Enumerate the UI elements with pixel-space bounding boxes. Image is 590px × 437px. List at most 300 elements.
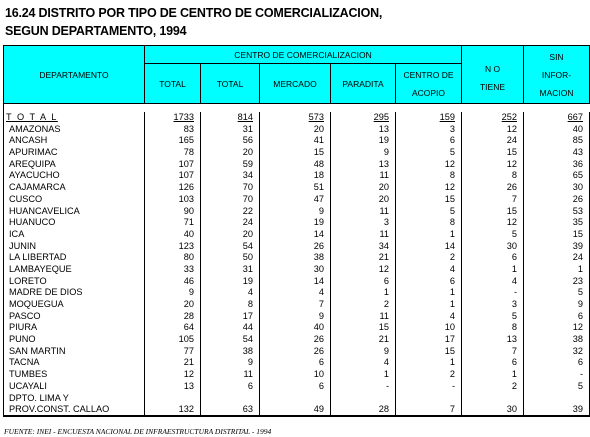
cell-departamento [4, 393, 145, 405]
table-row [4, 393, 590, 405]
cell-sin-informacion-text: 35 [572, 217, 583, 228]
cell-departamento [4, 135, 145, 147]
cell-no-tiene [462, 322, 524, 334]
cell-centro-acopio-text: 15 [444, 345, 455, 356]
cell-centro-acopio-text: 1 [449, 287, 455, 298]
cell-centro-acopio [396, 124, 462, 136]
cell-centro-total [201, 381, 260, 393]
cell-total-text: 28 [183, 310, 194, 321]
cell-mercado-text: 6 [318, 357, 324, 368]
cell-paradita [331, 287, 396, 299]
cell-centro-acopio-text: 1 [449, 299, 455, 309]
cell-paradita-text: - [385, 380, 389, 391]
cell-mercado [260, 135, 331, 147]
cell-no-tiene-text: 1 [511, 263, 517, 274]
cell-total [145, 252, 201, 264]
cell-departamento-text: HUANCAVELICA [9, 205, 80, 216]
cell-centro-total-text: 50 [242, 252, 253, 263]
cell-paradita [331, 264, 396, 276]
cell-departamento-text: AREQUIPA [9, 158, 56, 169]
table-row [4, 147, 590, 159]
header-sin-info-line3: MACION [539, 87, 574, 98]
cell-centro-acopio [396, 334, 462, 346]
cell-no-tiene [462, 217, 524, 229]
cell-sin-informacion [524, 252, 590, 264]
cell-paradita [331, 393, 396, 405]
cell-centro-acopio-text: 2 [449, 252, 455, 263]
cell-paradita-text: 9 [383, 147, 389, 158]
cell-paradita-text: 15 [378, 322, 389, 333]
cell-centro-total-text: 70 [242, 182, 253, 193]
table-row [4, 252, 590, 264]
cell-centro-total [201, 194, 260, 206]
cell-total [145, 287, 201, 299]
cell-total-text: 71 [183, 217, 194, 228]
cell-total-text: 90 [183, 205, 194, 216]
cell-mercado [260, 369, 331, 381]
cell-mercado-text: 9 [318, 205, 324, 216]
cell-paradita [331, 182, 396, 194]
cell-departamento [4, 357, 145, 369]
cell-sin-informacion-text: 30 [572, 182, 583, 193]
cell-no-tiene [462, 112, 524, 124]
cell-total-text: 105 [178, 334, 194, 345]
cell-sin-informacion-text: 6 [577, 357, 583, 368]
cell-sin-informacion-text: - [579, 369, 583, 380]
cell-mercado-text: 14 [313, 228, 324, 239]
cell-mercado [260, 287, 331, 299]
cell-total [145, 299, 201, 311]
cell-mercado [260, 124, 331, 136]
cell-centro-total-text: 4 [247, 287, 253, 298]
cell-mercado [260, 311, 331, 323]
cell-centro-acopio-text: 10 [444, 322, 455, 333]
cell-centro-total [201, 357, 260, 369]
cell-mercado-text: 7 [318, 299, 324, 309]
cell-sin-informacion [524, 170, 590, 182]
cell-total [145, 393, 201, 405]
table-row-total [4, 112, 590, 124]
cell-paradita [331, 346, 396, 358]
header-mercado: MERCADO [260, 64, 331, 103]
cell-paradita [331, 381, 396, 393]
title-line-2: SEGUN DEPARTAMENTO, 1994 [5, 24, 187, 38]
cell-centro-acopio-text: 2 [449, 369, 455, 380]
cell-mercado-text: 47 [313, 193, 324, 204]
cell-centro-total-text: 54 [242, 240, 253, 251]
cell-departamento [4, 217, 145, 229]
cell-departamento-text: MADRE DE DIOS [9, 287, 83, 298]
cell-departamento-text: PUNO [9, 334, 36, 345]
cell-mercado [260, 159, 331, 171]
table-row [4, 276, 590, 288]
cell-departamento-text: AYACUCHO [9, 170, 60, 181]
cell-total-text: 132 [178, 404, 194, 415]
cell-sin-informacion [524, 135, 590, 147]
cell-mercado-text: 15 [313, 147, 324, 158]
cell-centro-acopio-text: 3 [449, 123, 455, 134]
cell-no-tiene-text: 12 [506, 217, 517, 228]
cell-centro-acopio [396, 252, 462, 264]
cell-sin-informacion-text: 39 [572, 404, 583, 415]
cell-total [145, 147, 201, 159]
cell-paradita-text: 21 [378, 252, 389, 263]
cell-total [145, 194, 201, 206]
cell-paradita [331, 206, 396, 218]
cell-departamento [4, 334, 145, 346]
cell-centro-total-text: 38 [242, 345, 253, 356]
cell-sin-informacion [524, 346, 590, 358]
cell-sin-informacion [524, 322, 590, 334]
cell-departamento-text: PASCO [9, 310, 41, 321]
cell-no-tiene-text: 24 [506, 135, 517, 146]
cell-centro-acopio [396, 135, 462, 147]
table-row [4, 346, 590, 358]
cell-centro-total-text: 54 [242, 334, 253, 345]
cell-paradita-text: 21 [378, 334, 389, 345]
cell-no-tiene [462, 229, 524, 241]
cell-paradita [331, 147, 396, 159]
cell-mercado-text: 26 [313, 240, 324, 251]
table-row [4, 287, 590, 299]
cell-centro-acopio-text: 5 [449, 205, 455, 216]
cell-centro-acopio-text: 17 [444, 334, 455, 345]
cell-mercado [260, 322, 331, 334]
table-row [4, 217, 590, 229]
cell-centro-acopio [396, 159, 462, 171]
cell-no-tiene-text: 8 [511, 170, 517, 181]
table-row [4, 206, 590, 218]
cell-mercado [260, 346, 331, 358]
header-group-centro: CENTRO DE COMERCIALIZACION [145, 46, 462, 64]
cell-sin-informacion [524, 159, 590, 171]
cell-paradita [331, 404, 396, 416]
cell-centro-total [201, 252, 260, 264]
cell-total-text: 80 [183, 252, 194, 263]
header-sin-info-line1: SIN [549, 51, 564, 62]
cell-centro-total [201, 170, 260, 182]
cell-no-tiene [462, 346, 524, 358]
cell-no-tiene [462, 170, 524, 182]
cell-mercado [260, 147, 331, 159]
cell-centro-acopio-text: 7 [449, 404, 455, 415]
cell-sin-informacion [524, 182, 590, 194]
cell-paradita [331, 369, 396, 381]
cell-centro-acopio-text: 8 [449, 217, 455, 228]
cell-centro-total [201, 404, 260, 416]
cell-no-tiene [462, 206, 524, 218]
cell-paradita [331, 334, 396, 346]
cell-paradita-text: 3 [383, 217, 389, 228]
cell-departamento [4, 124, 145, 136]
cell-mercado-text: 48 [313, 158, 324, 169]
cell-no-tiene [462, 276, 524, 288]
cell-sin-informacion [524, 334, 590, 346]
cell-mercado [260, 381, 331, 393]
cell-departamento-text: PROV.CONST. CALLAO [9, 404, 110, 415]
cell-departamento-text: LAMBAYEQUE [9, 263, 72, 274]
cell-no-tiene [462, 252, 524, 264]
cell-departamento-text: LORETO [9, 275, 47, 286]
cell-no-tiene [462, 369, 524, 381]
table-row [4, 357, 590, 369]
cell-sin-informacion-text: 40 [572, 123, 583, 134]
cell-paradita-text: 1 [383, 287, 389, 298]
header-centro-acopio-line2: ACOPIO [411, 87, 446, 98]
cell-sin-informacion-text: 53 [572, 205, 583, 216]
cell-paradita [331, 241, 396, 253]
cell-departamento-text: LA LIBERTAD [9, 252, 67, 263]
cell-no-tiene-text: 15 [506, 147, 517, 158]
cell-centro-total [201, 322, 260, 334]
header-paradita: PARADITA [331, 64, 396, 103]
cell-total [145, 381, 201, 393]
cell-paradita-text: 28 [378, 404, 389, 415]
cell-departamento [4, 252, 145, 264]
cell-centro-acopio [396, 311, 462, 323]
cell-centro-total-text: 44 [242, 322, 253, 333]
cell-mercado-text: 10 [313, 369, 324, 380]
cell-departamento-text: APURIMAC [9, 147, 58, 158]
cell-sin-informacion-text: 38 [572, 334, 583, 345]
cell-total [145, 182, 201, 194]
cell-centro-total [201, 311, 260, 323]
cell-centro-acopio [396, 393, 462, 405]
cell-mercado-text: 4 [318, 287, 324, 298]
cell-no-tiene-text: 30 [506, 404, 517, 415]
cell-centro-acopio-text: - [451, 380, 455, 391]
cell-total [145, 159, 201, 171]
cell-mercado [260, 241, 331, 253]
cell-total-text: 126 [178, 182, 194, 193]
cell-no-tiene-text: 30 [506, 240, 517, 251]
cell-centro-total [201, 264, 260, 276]
cell-departamento [4, 311, 145, 323]
cell-total-text: 20 [183, 299, 194, 309]
cell-paradita [331, 252, 396, 264]
cell-mercado-text: 20 [313, 123, 324, 134]
cell-sin-informacion [524, 241, 590, 253]
cell-centro-total-text: 31 [242, 263, 253, 274]
cell-sin-informacion-text: 5 [577, 380, 583, 391]
cell-mercado-text: 9 [318, 310, 324, 321]
cell-no-tiene-text: 15 [506, 205, 517, 216]
cell-departamento-text: TUMBES [9, 369, 48, 380]
cell-sin-informacion-text: 1 [577, 263, 583, 274]
cell-paradita-text: 4 [383, 357, 389, 368]
table-body [4, 104, 590, 417]
cell-centro-acopio [396, 404, 462, 416]
header-centro-acopio [396, 64, 462, 103]
cell-mercado-text: 49 [313, 404, 324, 415]
table-row [4, 182, 590, 194]
cell-paradita [331, 170, 396, 182]
cell-centro-total [201, 217, 260, 229]
cell-paradita [331, 299, 396, 311]
cell-mercado-text: 38 [313, 252, 324, 263]
cell-centro-acopio [396, 322, 462, 334]
cell-centro-acopio [396, 276, 462, 288]
cell-sin-informacion-text: 36 [572, 158, 583, 169]
cell-no-tiene [462, 135, 524, 147]
cell-paradita [331, 112, 396, 124]
cell-departamento [4, 229, 145, 241]
cell-centro-total-text: 59 [242, 158, 253, 169]
cell-paradita [331, 322, 396, 334]
cell-no-tiene [462, 311, 524, 323]
cell-paradita-text: 12 [378, 263, 389, 274]
cell-sin-informacion-text: 39 [572, 240, 583, 251]
cell-departamento [4, 147, 145, 159]
cell-mercado-text: 18 [313, 170, 324, 181]
cell-sin-informacion [524, 206, 590, 218]
cell-sin-informacion-text: 23 [572, 275, 583, 286]
cell-mercado [260, 393, 331, 405]
cell-total [145, 229, 201, 241]
cell-no-tiene [462, 264, 524, 276]
cell-sin-informacion [524, 404, 590, 416]
cell-centro-acopio-text: 14 [444, 240, 455, 251]
cell-total [145, 135, 201, 147]
cell-total-text: 103 [178, 193, 194, 204]
cell-departamento-text: DPTO. LIMA Y [9, 392, 69, 403]
cell-total-text: 1733 [173, 112, 194, 122]
cell-departamento-text: ANCASH [9, 135, 48, 146]
cell-paradita [331, 124, 396, 136]
cell-centro-acopio-text: 4 [449, 310, 455, 321]
cell-centro-acopio [396, 369, 462, 381]
cell-paradita-text: 295 [373, 112, 389, 122]
cell-paradita-text: 11 [379, 228, 389, 239]
cell-mercado-text: 573 [308, 112, 324, 122]
cell-departamento [4, 404, 145, 416]
cell-centro-total [201, 112, 260, 124]
cell-paradita [331, 276, 396, 288]
table-row [4, 135, 590, 147]
table-title [5, 4, 382, 40]
cell-no-tiene-text: 252 [501, 112, 517, 122]
cell-total [145, 357, 201, 369]
cell-departamento [4, 182, 145, 194]
cell-no-tiene [462, 334, 524, 346]
cell-sin-informacion-text: 667 [567, 112, 583, 122]
cell-centro-total [201, 369, 260, 381]
cell-departamento [4, 276, 145, 288]
cell-departamento-text: T O T A L [6, 112, 58, 122]
table-row [4, 299, 590, 311]
cell-departamento-text: CAJAMARCA [9, 182, 66, 193]
cell-paradita-text: 34 [378, 240, 389, 251]
cell-departamento-text: ICA [9, 228, 25, 239]
table-row [4, 264, 590, 276]
cell-total [145, 206, 201, 218]
cell-paradita-text: 19 [378, 135, 389, 146]
cell-no-tiene-text: 2 [511, 380, 517, 391]
cell-no-tiene [462, 124, 524, 136]
cell-mercado [260, 404, 331, 416]
cell-sin-informacion [524, 369, 590, 381]
cell-total-text: 107 [178, 170, 194, 181]
table-row [4, 241, 590, 253]
cell-sin-informacion-text: 9 [577, 299, 583, 309]
cell-mercado [260, 182, 331, 194]
cell-centro-acopio [396, 346, 462, 358]
cell-mercado [260, 357, 331, 369]
table-row [4, 369, 590, 381]
cell-mercado [260, 194, 331, 206]
cell-centro-acopio-text: 6 [449, 135, 455, 146]
cell-centro-acopio [396, 357, 462, 369]
source-note: FUENTE: INEI - ENCUESTA NACIONAL DE INFRAESTRUCTURA DISTRITAL - 1994 [4, 427, 272, 436]
table-row [4, 404, 590, 417]
cell-centro-acopio [396, 264, 462, 276]
cell-total [145, 311, 201, 323]
cell-centro-acopio-text: 4 [449, 263, 455, 274]
cell-sin-informacion [524, 124, 590, 136]
cell-centro-acopio-text: 12 [444, 182, 455, 193]
cell-mercado [260, 334, 331, 346]
cell-no-tiene [462, 241, 524, 253]
cell-no-tiene-text: 12 [506, 158, 517, 169]
cell-no-tiene [462, 299, 524, 311]
cell-centro-acopio [396, 170, 462, 182]
cell-paradita-text: 13 [378, 123, 389, 134]
cell-centro-total-text: 63 [242, 404, 253, 415]
cell-departamento-text: MOQUEGUA [9, 299, 64, 309]
cell-departamento [4, 194, 145, 206]
cell-centro-acopio [396, 206, 462, 218]
table-row [4, 229, 590, 241]
cell-sin-informacion-text: 65 [572, 170, 583, 181]
cell-departamento [4, 241, 145, 253]
cell-total-text: 123 [178, 240, 194, 251]
cell-centro-total [201, 124, 260, 136]
cell-centro-total-text: 34 [242, 170, 253, 181]
cell-no-tiene [462, 159, 524, 171]
cell-centro-total [201, 299, 260, 311]
cell-departamento [4, 381, 145, 393]
cell-mercado-text: 40 [313, 322, 324, 333]
cell-sin-informacion [524, 264, 590, 276]
cell-mercado [260, 299, 331, 311]
cell-no-tiene-text: - [513, 287, 517, 298]
cell-sin-informacion-text: 43 [572, 147, 583, 158]
cell-no-tiene-text: 7 [511, 193, 517, 204]
cell-sin-informacion [524, 393, 590, 405]
title-line-1: 16.24 DISTRITO POR TIPO DE CENTRO DE COMERCIALIZACION, [5, 6, 383, 20]
cell-centro-acopio-text: 8 [449, 170, 455, 181]
header-sub-total: TOTAL [201, 64, 260, 103]
cell-no-tiene-text: 5 [511, 310, 517, 321]
cell-total [145, 170, 201, 182]
cell-departamento [4, 170, 145, 182]
cell-departamento [4, 369, 145, 381]
cell-centro-acopio-text: 1 [449, 228, 455, 239]
cell-departamento-text: SAN MARTIN [9, 345, 66, 356]
cell-paradita-text: 11 [379, 170, 389, 181]
cell-total [145, 217, 201, 229]
cell-total [145, 369, 201, 381]
cell-sin-informacion [524, 112, 590, 124]
cell-no-tiene-text: 4 [511, 275, 517, 286]
cell-centro-acopio-text: 5 [449, 147, 455, 158]
cell-mercado-text: 41 [313, 135, 324, 146]
cell-sin-informacion-text: 32 [572, 345, 583, 356]
cell-total [145, 346, 201, 358]
header-sin-info-line2: INFOR- [541, 69, 572, 80]
cell-total-text: 46 [183, 275, 194, 286]
cell-paradita-text: 11 [379, 310, 389, 321]
